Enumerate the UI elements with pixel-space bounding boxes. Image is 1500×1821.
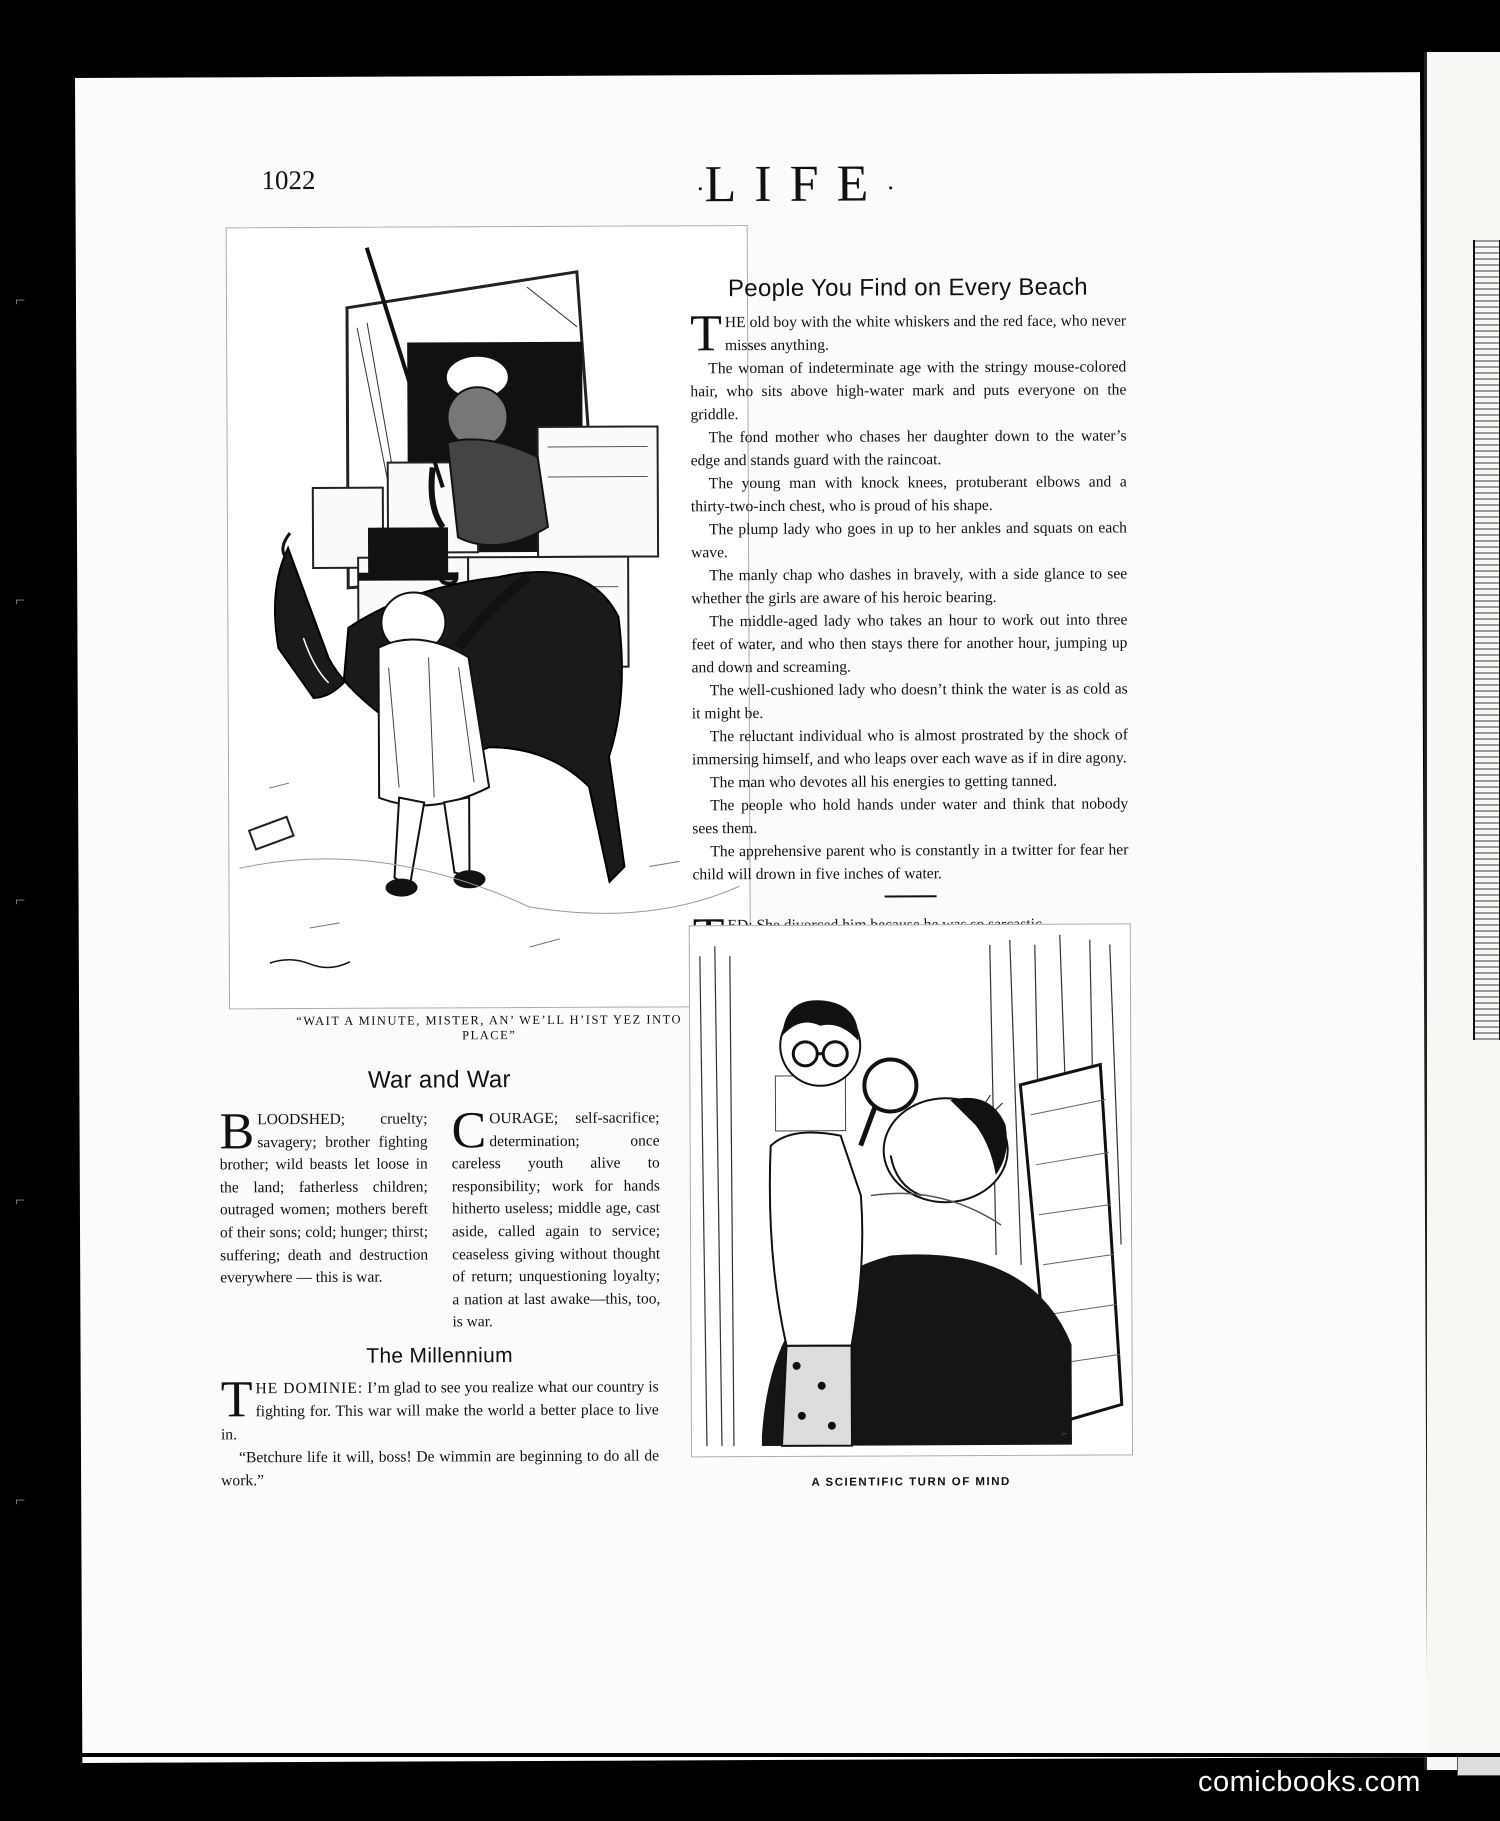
horse-caption-line1: “WAIT A MINUTE, MISTER, AN’ WE’LL H’IST YEZ INTO — [296, 1012, 683, 1029]
beach-para: The people who hold hands under water and think that nobody sees them. — [692, 795, 1129, 838]
war-and-war-title: War and War — [367, 1066, 511, 1094]
svg-text:⌐: ⌐ — [1061, 1428, 1068, 1439]
millennium-dropcap: T — [220, 1371, 253, 1429]
beach-para: The man who devotes all his energies to getting tanned. — [710, 772, 1058, 792]
beach-para: The apprehensive parent who is constantly in a twitter for fear her child will drown in five inches of water. — [692, 841, 1129, 884]
adjacent-page-edge — [1424, 52, 1500, 1770]
beach-para: The middle-aged lady who takes an hour to work out into three feet of water, and who then stays there for another hour, jumping up and down and screaming. — [691, 611, 1128, 677]
millennium-para1: I’m glad to see you realize what our country is fighting for. This war will make the world a better place to live in. — [220, 1378, 659, 1444]
millennium-para2: “Betchure life it will, boss! De wimmin are beginning to do all de work.” — [221, 1447, 660, 1490]
beach-title: People You Find on Every Beach — [727, 273, 1088, 303]
beach-para: The well-cushioned lady who doesn’t think the water is as cold as it might be. — [691, 680, 1128, 723]
masthead: ·LIFE· — [695, 155, 896, 214]
article-the-millennium — [221, 1343, 660, 1492]
beach-para: The woman of indeterminate age with the stringy mouse-colored hair, who sits above high-water mark and puts everyone on the griddle. — [690, 358, 1127, 424]
beach-dropcap: T — [689, 305, 723, 363]
war-right-text: OURAGE; self-sacrifice; determination; once careless youth alive to responsibility; work for hands hitherto useless; middle age, cast aside, called again to service; ceaseless giving without thought of return; unquestioning loyalty; a nation at last awake—this, too, is war. — [451, 1109, 661, 1331]
war-left-text: LOODSHED; cruelty; savagery; brother fighting brother; wild beasts let loose in the land; fatherless children; outraged women; mothers bereft of their sons; cold; hunger; thirst; suffering; death and destruction everywhere — this is war. — [219, 1110, 429, 1287]
scan-bottom-border — [55, 1753, 1500, 1757]
beach-para: The young man with knock knees, protuberant elbows and a thirty-two-inch chest, who is proud of his shape. — [690, 473, 1127, 516]
horse-cartoon-drawing — [227, 226, 750, 1008]
war-left-dropcap: B — [219, 1103, 255, 1161]
scientific-turn-drawing — [690, 924, 1132, 1456]
millennium-speaker: HE DOMINIE: — [255, 1379, 364, 1398]
beach-para: The manly chap who dashes in bravely, with a side glance to see whether the girls are aware of his heroic bearing. — [691, 565, 1128, 608]
adjacent-page-stub — [1457, 1754, 1500, 1776]
scan-edge-marks: ⌐ ⌐ ⌐ ⌐ ⌐ — [15, 290, 26, 1510]
masthead-title: LIFE — [704, 155, 887, 214]
illustration-scientific-turn — [689, 923, 1133, 1457]
beach-para: The reluctant individual who is almost prostrated by the shock of immersing himself, and who leaps over each wave as if in dire agony. — [691, 726, 1128, 769]
horse-caption-line2: PLACE” — [462, 1028, 517, 1043]
adjacent-page-illustration-strip — [1473, 240, 1500, 1040]
section-divider-rule — [885, 895, 937, 897]
scientific-turn-caption: A SCIENTIFIC TURN OF MIND — [811, 1475, 1011, 1489]
war-and-war-columns — [219, 1102, 661, 1335]
magazine-page — [75, 72, 1427, 1763]
beach-para: The fond mother who chases her daughter down to the water’s edge and stands guard with the raincoat. — [690, 427, 1127, 470]
horse-cartoon-caption — [249, 1012, 729, 1044]
beach-para: The plump lady who goes in up to her ankles and squats on each wave. — [691, 519, 1128, 562]
watermark-text: comicbooks.com — [1198, 1766, 1421, 1798]
war-right-dropcap: C — [451, 1102, 487, 1160]
illustration-horse-cartoon — [226, 225, 751, 1009]
beach-para-0: HE old boy with the white whiskers and the red face, who never misses anything. — [724, 312, 1127, 355]
millennium-title: The Millennium — [366, 1344, 513, 1368]
article-beach — [690, 273, 1129, 983]
war-right-column — [451, 1102, 661, 1334]
war-left-column — [219, 1103, 429, 1335]
page-number: 1022 — [261, 164, 316, 196]
article-war-and-war — [219, 1065, 660, 1335]
